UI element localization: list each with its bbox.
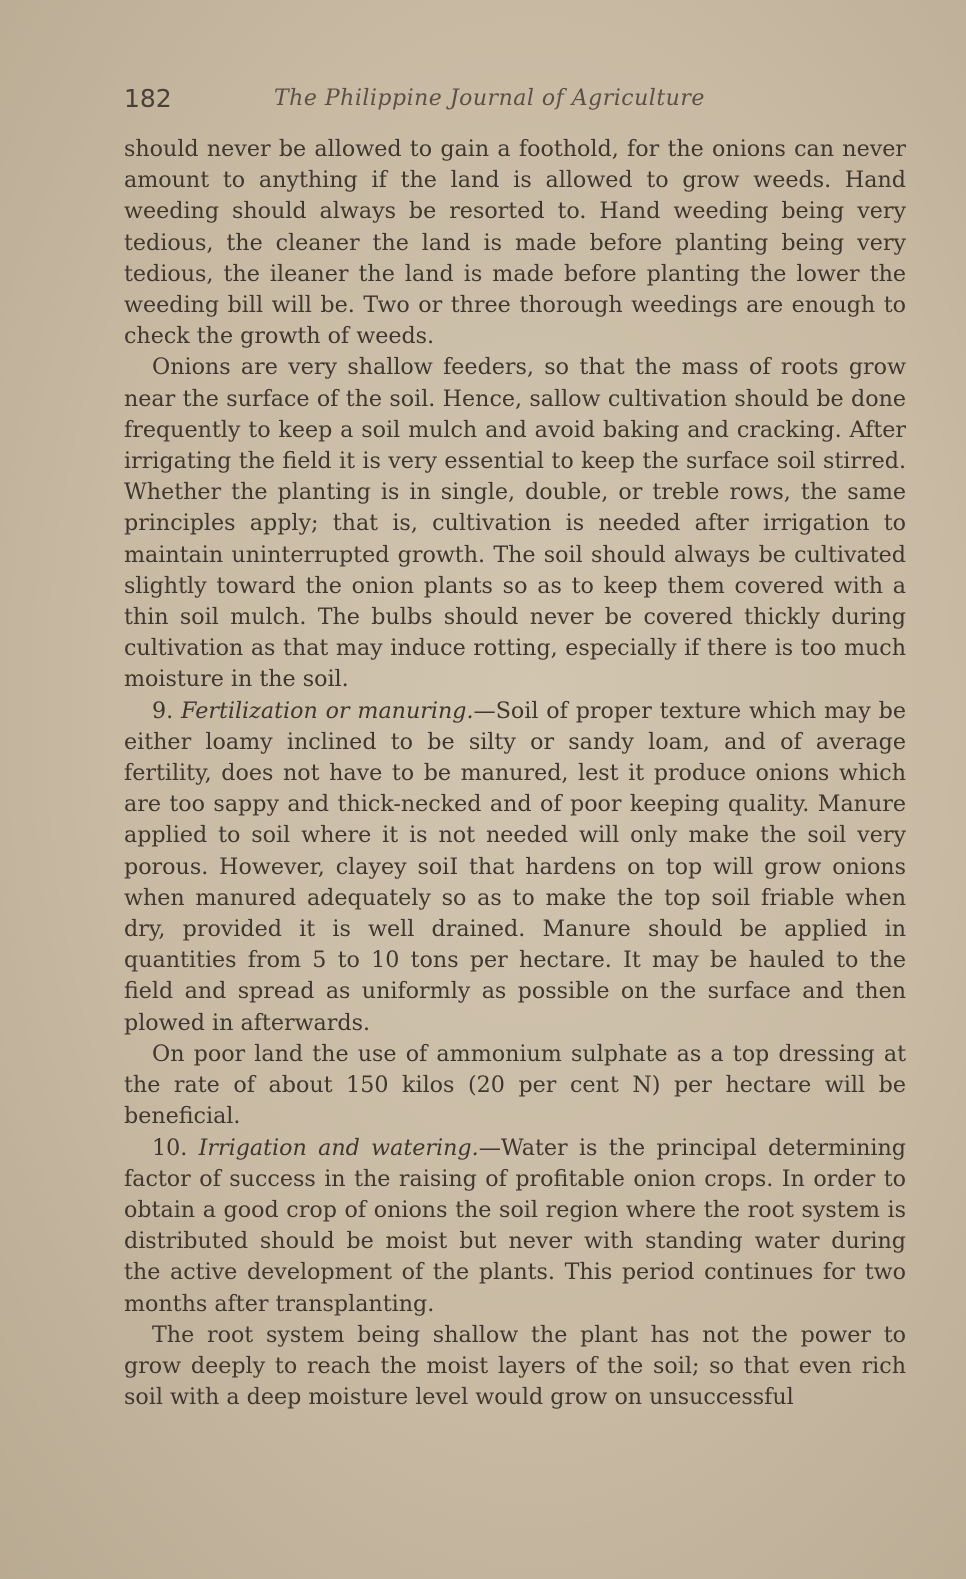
- page-header: [124, 80, 906, 116]
- section-body-fertilization: —Soil of proper texture which may be either loamy inclined to be silty or sandy loam, and of average fertility, does not have to be manured, lest it produce onions which are too sappy and thick-necked and of poor keeping quality. Manure applied to soil where it is not needed will only make the soil very porous. However, clayey soiI that hardens on top will grow onions when manured adequately so as to make the top soil friable when dry, provided it is well drained. Manure should be applied in quantities from 5 to 10 tons per hectare. It may be hauled to the field and spread as uniformly as possible on the surface and then plowed in afterwards.: [124, 697, 906, 1036]
- paragraph-irrigation: [124, 1133, 906, 1320]
- body-text: [124, 134, 906, 1413]
- paragraph-ammonium-sulphate: On poor land the use of ammonium sulphate as a top dressing at the rate of about 150 kilos (20 per cent N) per hectare will be beneficial.: [124, 1040, 906, 1130]
- paragraph-root-system: The root system being shallow the plant has not the power to grow deeply to reach the moist layers of the soil; so that even rich soil with a deep moisture level would grow on unsuccessful: [124, 1321, 906, 1411]
- section-title-irrigation: Irrigation and watering.: [198, 1134, 479, 1161]
- section-body-irrigation: —Water is the principal determining factor of success in the raising of profitable onion crops. In order to obtain a good crop of onions the soil region where the root system is distributed should be moist but never with standing water during the active development of the plants. This period continues for two months after transplanting.: [124, 1134, 906, 1317]
- section-number: 9.: [152, 697, 174, 724]
- section-title-fertilization: Fertilization or manuring.: [181, 697, 474, 724]
- journal-page: [124, 80, 906, 1413]
- paragraph-cultivation: Onions are very shallow feeders, so that the mass of roots grow near the surface of the soil. Hence, sallow cultivation should be done frequently to keep a soil mulch and avoid baking and cracking. After irrigating the field it is very essential to keep the surface soil stirred. Whether the planting is in single, double, or treble rows, the same principles apply; that is, cultivation is needed after irrigation to maintain uninterrupted growth. The soil should always be cultivated slightly toward the onion plants so as to keep them covered with a thin soil mulch. The bulbs should never be covered thickly during cultivation as that may induce rotting, especially if there is too much moisture in the soil.: [124, 354, 906, 693]
- page-number: 182: [124, 84, 172, 113]
- running-title: The Philippine Journal of Agriculture: [274, 86, 705, 111]
- paragraph-weeding-continued: should never be allowed to gain a foothold, for the onions can never amount to anything if the land is allowed to grow weeds. Hand weeding should always be resorted to. Hand weeding being very tedious, the cleaner the land is made before planting being very tedious, the ileaner the land is made before planting the lower the weeding bill will be. Two or three thorough weedings are enough to check the growth of weeds.: [124, 136, 906, 350]
- section-number: 10.: [152, 1134, 188, 1161]
- paragraph-fertilization: [124, 696, 906, 1039]
